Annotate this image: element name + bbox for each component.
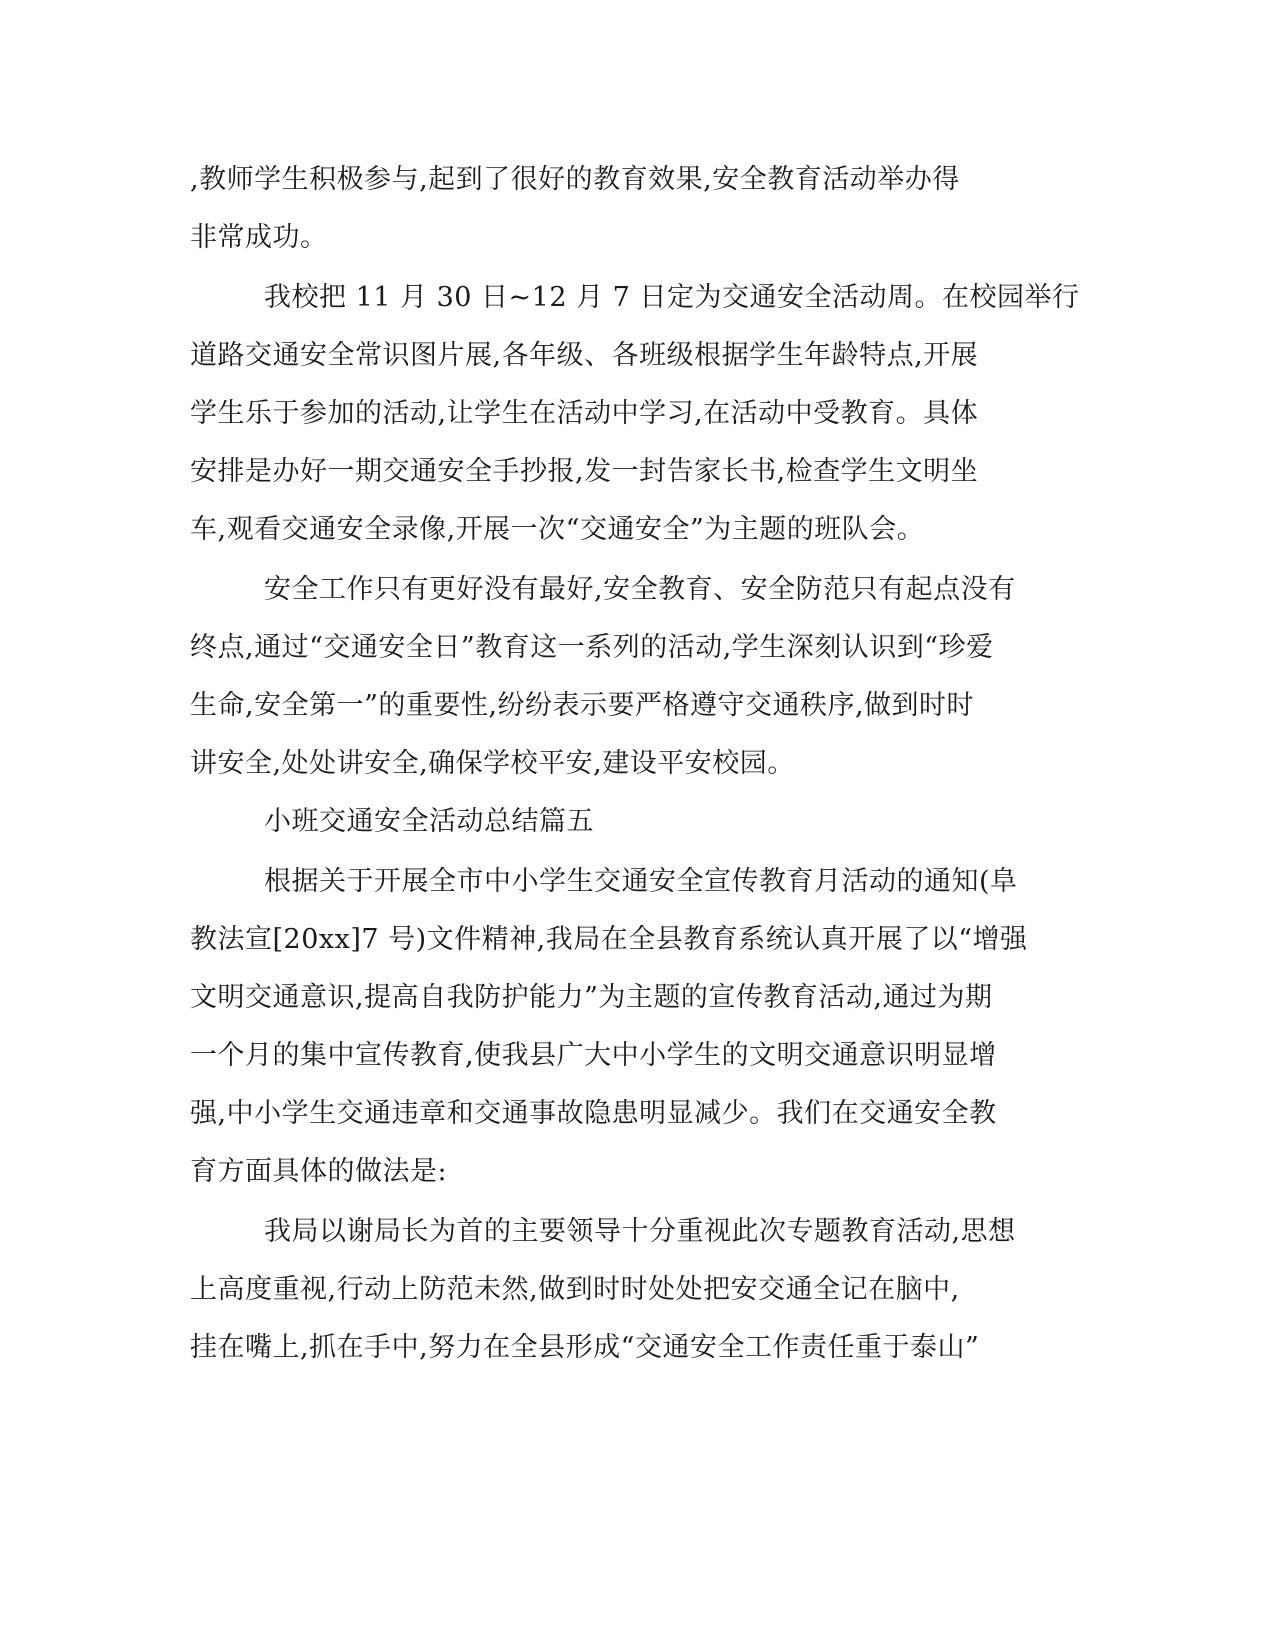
text-line: 上高度重视,行动上防范未然,做到时时处处把安交通全记在脑中, — [190, 1274, 960, 1305]
text-line: 文明交通意识,提高自我防护能力”为主题的宣传教育活动,通过为期 — [190, 982, 993, 1013]
text-line: 育方面具体的做法是: — [190, 1156, 448, 1187]
text-line: 道路交通安全常识图片展,各年级、各班级根据学生年龄特点,开展 — [190, 340, 979, 371]
paragraph-first-line: 根据关于开展全市中小学生交通安全宣传教育月活动的通知(阜 — [264, 866, 1018, 897]
paragraph-first-line: 我局以谢局长为首的主要领导十分重视此次专题教育活动,思想 — [264, 1216, 1016, 1247]
text-line: ,教师学生积极参与,起到了很好的教育效果,安全教育活动举办得 — [190, 164, 960, 195]
text-line: 挂在嘴上,抓在手中,努力在全县形成“交通安全工作责任重于泰山” — [190, 1332, 980, 1363]
paragraph-first-line: 安全工作只有更好没有最好,安全教育、安全防范只有起点没有 — [264, 574, 1016, 605]
paragraph-first-line: 我校把 11 月 30 日~12 月 7 日定为交通安全活动周。在校园举行 — [264, 282, 1080, 313]
text-line: 非常成功。 — [190, 222, 328, 253]
section-heading: 小班交通安全活动总结篇五 — [264, 806, 594, 837]
text-line: 一个月的集中宣传教育,使我县广大中小学生的文明交通意识明显增 — [190, 1040, 997, 1071]
text-line: 安排是办好一期交通安全手抄报,发一封告家长书,检查学生文明坐 — [190, 456, 979, 487]
text-line: 强,中小学生交通违章和交通事故隐患明显减少。我们在交通安全教 — [190, 1098, 997, 1129]
text-line: 教法宣[20xx]7 号)文件精神,我局在全县教育系统认真开展了以“增强 — [190, 924, 1028, 955]
text-line: 学生乐于参加的活动,让学生在活动中学习,在活动中受教育。具体 — [190, 398, 979, 429]
text-line: 终点,通过“交通安全日”教育这一系列的活动,学生深刻认识到“珍爱 — [190, 632, 994, 663]
text-line: 讲安全,处处讲安全,确保学校平安,建设平安校园。 — [190, 748, 795, 779]
text-line: 生命,安全第一”的重要性,纷纷表示要严格遵守交通秩序,做到时时 — [190, 690, 975, 721]
text-line: 车,观看交通安全录像,开展一次“交通安全”为主题的班队会。 — [190, 514, 925, 545]
